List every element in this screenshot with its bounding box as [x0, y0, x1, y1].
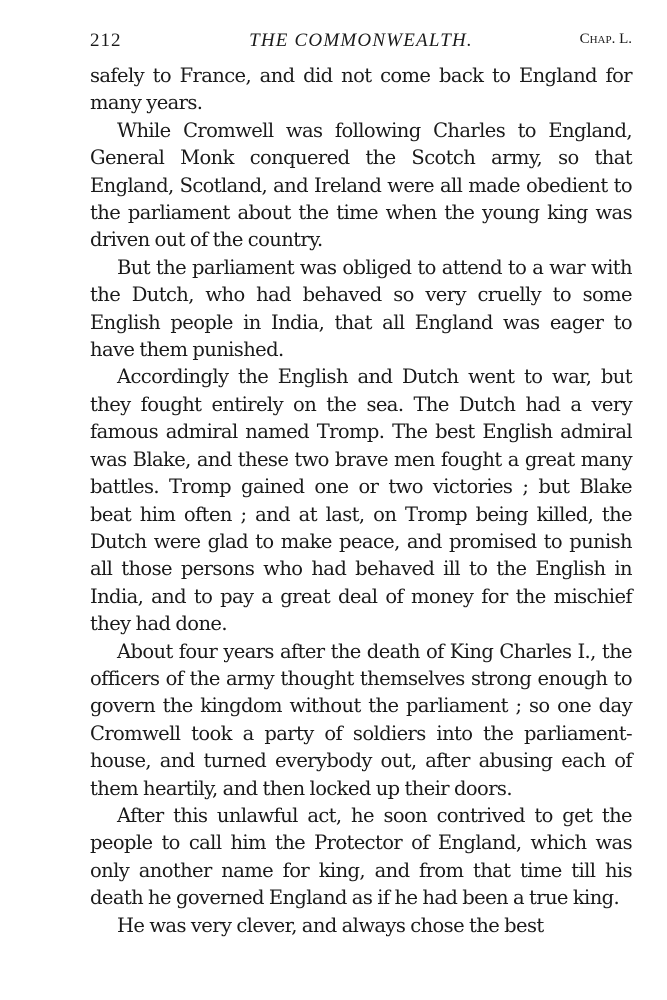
page-header	[90, 30, 632, 62]
paragraph-continued: safely to France, and did not come back to England for many years.	[90, 64, 632, 115]
paragraph: Accordingly the English and Dutch went to war, but they fought entirely on the sea. The Dutch had a very famous admiral named Tromp. The best English admiral was Blake, and these two brave men fought a great many battles. Tromp gained one or two victories ; but Blake beat him often ; and at last, on Tromp being killed, the Dutch were glad to make peace, and promised to punish all those persons who had behaved ill to the English in India, and to pay a great deal of money for the mischief they had done.	[90, 365, 632, 636]
paragraph: About four years after the death of King Charles I., the officers of the army thought themselves strong enough to govern the kingdom without the parliament ; so one day Cromwell took a party of soldiers into the parliament-house, and turned everybody out, after abusing each of them heartily, and then locked up their doors.	[90, 639, 632, 800]
paragraph-last: He was very clever, and always chose the best	[117, 913, 544, 937]
paragraph: But the parliament was obliged to attend to a war with the Dutch, who had behaved so very cruelly to some English people in India, that all England was eager to have them punished.	[90, 255, 632, 362]
running-title: THE COMMONWEALTH.	[249, 30, 473, 51]
chapter-label: Chap. L.	[579, 31, 632, 47]
paragraph: After this unlawful act, he soon contrived to get the people to call him the Protector of England, which was only another name for king, and from that time till his death he governed England as if he had been a true king.	[90, 803, 632, 910]
body-text	[90, 62, 632, 939]
paragraph: While Cromwell was following Charles to England, General Monk conquered the Scotch army, so that England, Scotland, and Ireland were all made obedient to the parliament about the time when the young king was driven out of the country.	[90, 118, 632, 252]
page-number: 212	[90, 30, 122, 51]
